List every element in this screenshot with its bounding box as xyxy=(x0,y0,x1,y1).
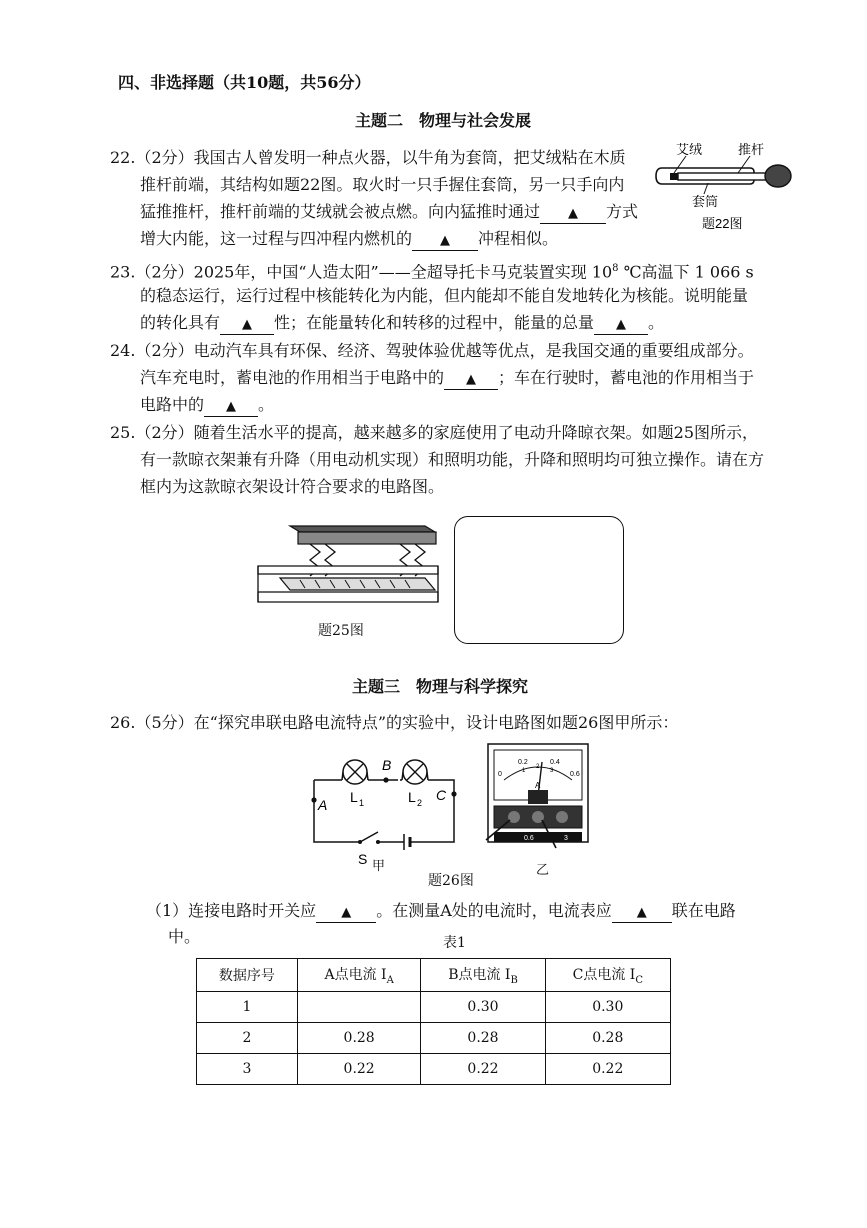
table-header: A点电流 $I_A$ xyxy=(297,959,421,992)
label-airong: 艾绒 xyxy=(676,142,703,157)
table-header: B点电流 $I_B$ xyxy=(421,959,545,992)
moxa-tip xyxy=(670,173,678,180)
q24-line3: 电路中的 ▲ 。 xyxy=(140,394,274,417)
circuit-drawing-box[interactable] xyxy=(454,516,624,644)
q26-sub1-tail: 中。 xyxy=(168,927,201,946)
answer-blank[interactable]: ▲ xyxy=(412,230,478,251)
section-title: 四、非选择题（共10题，共56分） xyxy=(118,73,371,92)
lamp-l1 xyxy=(343,760,367,784)
table-row: 2 0.28 0.28 0.28 xyxy=(197,1023,671,1054)
svg-text:A: A xyxy=(535,781,541,790)
ammeter-figure xyxy=(484,740,594,858)
fig25-caption: 题25图 xyxy=(318,623,364,639)
series-circuit-diagram xyxy=(300,744,470,870)
topic3-title: 主题三 物理与科学探究 xyxy=(352,677,529,696)
svg-text:2: 2 xyxy=(417,798,423,808)
svg-text:A: A xyxy=(318,797,328,813)
answer-blank[interactable]: ▲ xyxy=(540,203,606,224)
table-row: 1 0.30 0.30 xyxy=(197,992,671,1023)
q25-line2: 有一款晾衣架兼有升降（用电动机实现）和照明功能，升降和照明均可独立操作。请在方 xyxy=(140,450,765,469)
q26-sub1: （1）连接电路时开关应 ▲ 。在测量A处的电流时，电流表应 ▲ 联在电路 xyxy=(146,900,736,923)
label-tuigan: 推杆 xyxy=(738,142,765,157)
table-header: 数据序号 xyxy=(197,959,298,992)
point-b xyxy=(383,777,388,782)
fig22-caption: 题22图 xyxy=(702,216,743,231)
answer-blank[interactable]: ▲ xyxy=(204,396,258,417)
svg-text:1: 1 xyxy=(522,768,526,774)
q23-line1: 23.（2分）2025年，中国“人造太阳”——全超导托卡马克装置实现 $10^8$ ℃高温下 1 066 s xyxy=(110,262,754,282)
push-rod xyxy=(678,173,770,180)
svg-text:0.6: 0.6 xyxy=(570,771,580,778)
terminal-right xyxy=(556,811,568,823)
current-data-table xyxy=(196,958,671,1085)
svg-text:0: 0 xyxy=(498,771,502,778)
svg-text:L: L xyxy=(408,789,416,805)
svg-text:0.6: 0.6 xyxy=(524,835,534,842)
svg-text:0.2: 0.2 xyxy=(518,759,528,766)
fig-jia-label: 甲 xyxy=(372,859,386,874)
point-c xyxy=(451,791,456,796)
svg-text:L: L xyxy=(350,789,358,805)
table1-title: 表1 xyxy=(443,935,466,951)
table-header: C点电流 $I_C$ xyxy=(545,959,670,992)
q22-line3: 猛推推杆，推杆前端的艾绒就会被点燃。向内猛推时通过 ▲ 方式 xyxy=(140,201,638,224)
fig26-caption: 题26图 xyxy=(428,873,474,889)
svg-text:B: B xyxy=(382,757,392,773)
fire-piston-figure xyxy=(650,138,800,238)
svg-text:2: 2 xyxy=(536,764,540,770)
ammeter-adjuster xyxy=(528,790,548,804)
switch-s xyxy=(358,832,380,844)
svg-text:3: 3 xyxy=(564,835,568,842)
rod-handle xyxy=(765,165,791,187)
point-a xyxy=(311,797,316,802)
lamp-l2 xyxy=(403,760,427,784)
battery xyxy=(404,834,410,850)
q26-line1: 26.（5分）在“探究串联电路电流特点”的实验中，设计电路图如题26图甲所示： xyxy=(110,713,679,732)
label-taotong: 套筒 xyxy=(692,194,719,209)
q23-line2: 的稳态运行，运行过程中核能转化为内能，但内能却不能自发地转化为核能。说明能量 xyxy=(140,286,749,305)
q24-line1: 24.（2分）电动汽车具有环保、经济、驾驶体验优越等优点，是我国交通的重要组成部分。 xyxy=(110,341,754,360)
answer-blank[interactable]: ▲ xyxy=(444,369,498,390)
q22-line1: 22.（2分）我国古人曾发明一种点火器，以牛角为套筒，把艾绒粘在木质 xyxy=(110,148,626,167)
svg-text:0.4: 0.4 xyxy=(550,759,560,766)
svg-text:C: C xyxy=(436,787,447,803)
q22-line2: 推杆前端，其结构如题22图。取火时一只手握住套筒，另一只手向内 xyxy=(140,175,625,194)
answer-blank[interactable]: ▲ xyxy=(316,902,376,923)
q25-line3: 框内为这款晾衣架设计符合要求的电路图。 xyxy=(140,477,445,496)
svg-text:3: 3 xyxy=(550,768,554,774)
q24-line2: 汽车充电时，蓄电池的作用相当于电路中的 ▲ ；车在行驶时，蓄电池的作用相当于 xyxy=(140,367,754,390)
topic2-title: 主题二 物理与社会发展 xyxy=(355,111,532,130)
svg-text:1: 1 xyxy=(359,798,365,808)
table-row: 3 0.22 0.22 0.22 xyxy=(197,1054,671,1085)
q23-line3: 的转化具有 ▲ 性；在能量转化和转移的过程中，能量的总量 ▲ 。 xyxy=(140,312,664,335)
answer-blank[interactable]: ▲ xyxy=(594,314,648,335)
q22-line4: 增大内能，这一过程与四冲程内燃机的 ▲ 冲程相似。 xyxy=(140,228,558,251)
q25-line1: 25.（2分）随着生活水平的提高，越来越多的家庭使用了电动升降晾衣架。如题25图所示， xyxy=(110,423,758,442)
svg-text:S: S xyxy=(358,851,368,867)
answer-blank[interactable]: ▲ xyxy=(612,902,672,923)
table-header-row xyxy=(197,959,671,992)
fig-yi-label: 乙 xyxy=(536,863,550,878)
answer-blank[interactable]: ▲ xyxy=(220,314,274,335)
drying-rack-figure xyxy=(250,518,450,618)
